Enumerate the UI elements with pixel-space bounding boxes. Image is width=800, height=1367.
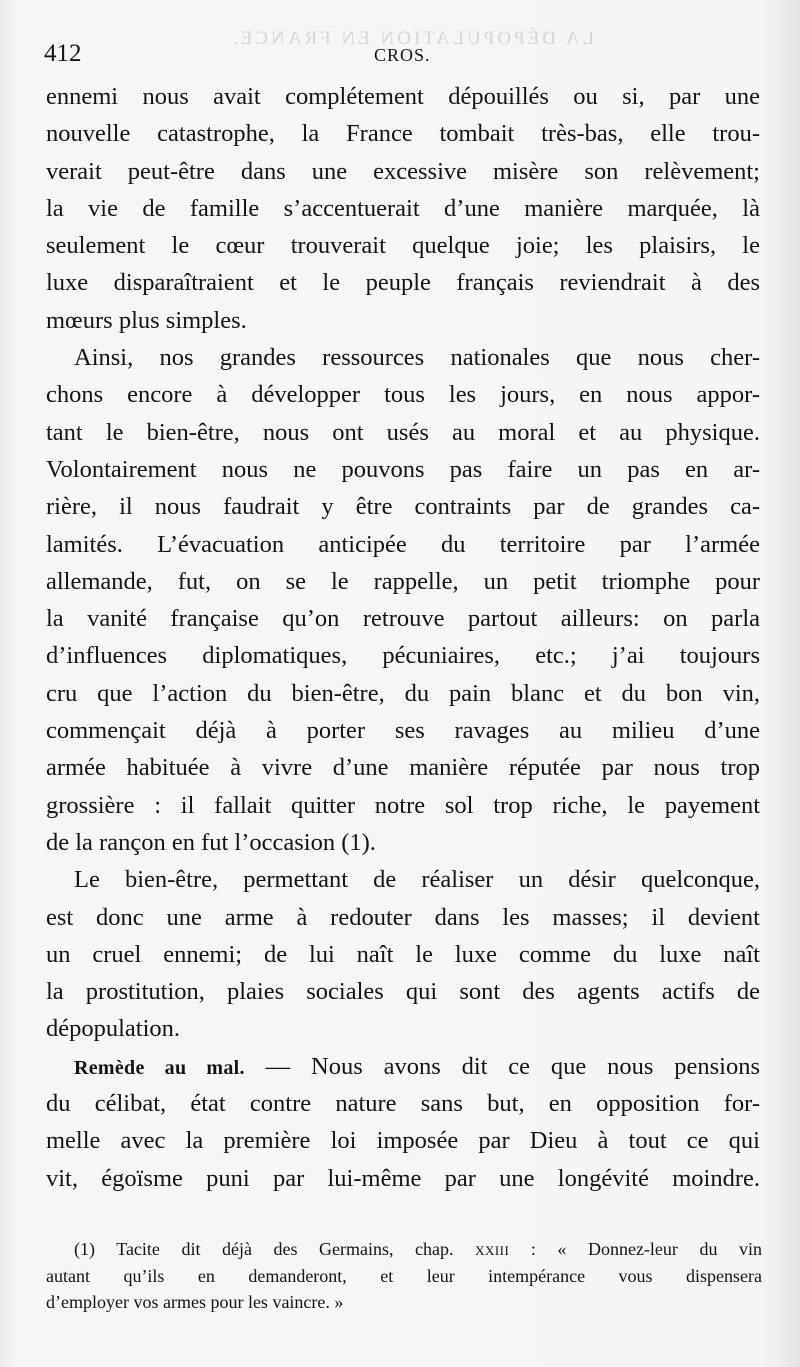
text-line: la vanité française qu’on retrouve partout ailleurs: on parla <box>46 605 760 633</box>
text-line: tant le bien-être, nous ont usés au moral et au physique. <box>46 418 760 446</box>
text-line: luxe disparaîtraient et le peuple français reviendrait à des <box>46 269 760 297</box>
text-line: rière, il nous faudrait y être contraints par de grandes ca- <box>46 493 760 521</box>
remedy-first-line-text: — Nous avons dit ce que nous pensions <box>244 1052 760 1080</box>
text-line: chons encore à développer tous les jours, en nous appor- <box>46 381 760 409</box>
footnote-line <box>46 1236 762 1263</box>
footnote <box>46 1236 762 1316</box>
text-line: armée habituée à vivre d’une manière réputée par nous trop <box>46 754 760 782</box>
text-line: mœurs plus simples. <box>46 306 247 334</box>
footnote-line: autant qu’ils en demanderont, et leur intempérance vous dispensera <box>46 1265 762 1286</box>
text-line: la vie de famille s’accentuerait d’une manière marquée, là <box>46 194 760 222</box>
text-line: nouvelle catastrophe, la France tombait très-bas, elle trou- <box>46 120 760 148</box>
remedy-first-line <box>46 1048 760 1085</box>
text-line: grossière : il fallait quitter notre sol trop riche, le payement <box>46 791 760 819</box>
text-line: Ainsi, nos grandes ressources nationales que nous cher- <box>74 344 760 372</box>
text-line: vit, égoïsme puni par lui-même par une longévité moindre. <box>46 1164 760 1192</box>
text-line: allemande, fut, on se le rappelle, un petit triomphe pour <box>46 567 760 595</box>
bleed-through-text: LA DÉPOPULATION EN FRANCE. <box>230 28 595 49</box>
text-line: Le bien-être, permettant de réaliser un désir quelconque, <box>74 866 760 894</box>
text-line: seulement le cœur trouverait quelque joie; les plaisirs, le <box>46 232 760 260</box>
text-line: est donc une arme à redouter dans les masses; il devient <box>46 903 760 931</box>
text-line: lamités. L’évacuation anticipée du territoire par l’armée <box>46 530 760 558</box>
text-line: verait peut-être dans une excessive misère son relèvement; <box>46 157 760 185</box>
text-line: melle avec la première loi imposée par Dieu à tout ce qui <box>46 1127 760 1155</box>
text-line: cru que l’action du bien-être, du pain blanc et du bon vin, <box>46 679 760 707</box>
page-number: 412 <box>44 40 82 67</box>
running-head: CROS. <box>374 45 431 65</box>
chapter-number: xxiii <box>475 1239 510 1259</box>
text-line: dépopulation. <box>46 1015 181 1043</box>
text-line: d’influences diplomatiques, pécuniaires, etc.; j’ai toujours <box>46 642 760 670</box>
footnote-text: : « Donnez-leur du vin <box>509 1239 762 1259</box>
text-line: ennemi nous avait complétement dépouillés ou si, par une <box>46 83 760 110</box>
text-line: Volontairement nous ne pouvons pas faire un pas en ar- <box>46 455 760 483</box>
page-header <box>44 38 760 70</box>
text-line: du célibat, état contre nature sans but, en opposition for- <box>46 1090 760 1118</box>
body-text <box>46 78 760 1197</box>
footnote-line: d’employer vos armes pour les vaincre. » <box>46 1292 344 1312</box>
text-line: commençait déjà à porter ses ravages au milieu d’une <box>46 717 760 745</box>
text-line: un cruel ennemi; de lui naît le luxe comme du luxe naît <box>46 940 760 968</box>
footnote-text: (1) Tacite dit déjà des Germains, chap. <box>74 1239 476 1259</box>
text-line: la prostitution, plaies sociales qui sont des agents actifs de <box>46 978 760 1006</box>
section-heading: Remède au mal. <box>74 1056 245 1079</box>
text-line: de la rançon en fut l’occasion (1). <box>46 828 376 856</box>
